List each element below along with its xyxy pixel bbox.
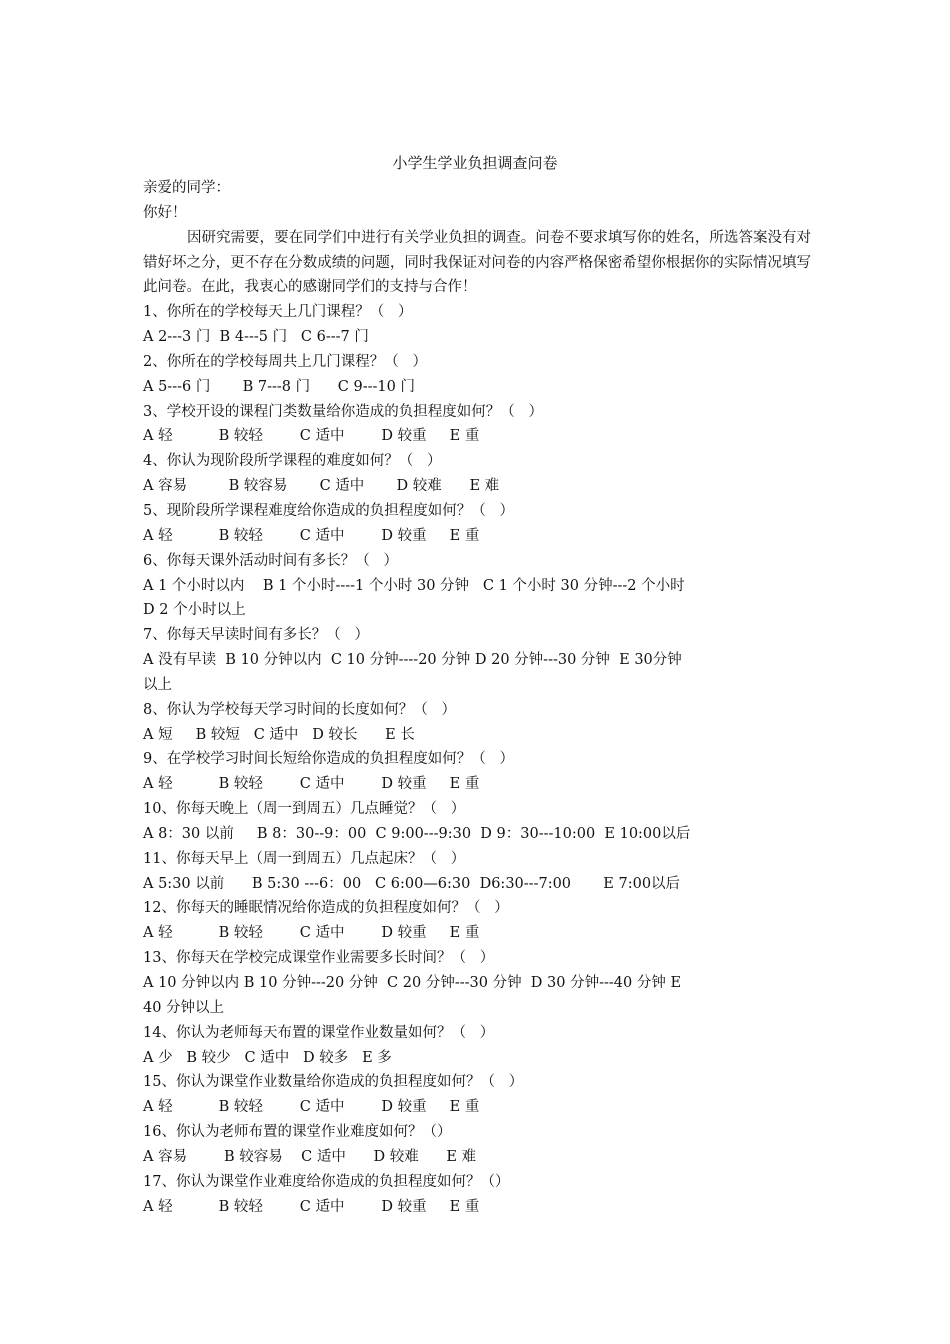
answer-options: A 容易 B 较容易 C 适中 D 较难 E 难 (143, 478, 500, 495)
question-text: 5、现阶段所学课程难度给你造成的负担程度如何？（ ） (143, 502, 515, 519)
answer-options: A 轻 B 较轻 C 适中 D 较重 E 重 (143, 776, 480, 793)
answer-options: A 轻 B 较轻 C 适中 D 较重 E 重 (143, 1198, 480, 1215)
answer-options: A 轻 B 较轻 C 适中 D 较重 E 重 (143, 527, 480, 544)
answer-options: A 没有早读 B 10 分钟以内 C 10 分钟----20 分钟 D 20 分钟---30 分钟 E 30分钟 (143, 652, 682, 669)
question-text: 16、你认为老师布置的课堂作业难度如何？（） (143, 1124, 452, 1141)
question-text: 4、你认为现阶段所学课程的难度如何？（ ） (143, 453, 442, 470)
answer-options: D 2 个小时以上 (143, 602, 246, 619)
answer-options: A 5---6 门 B 7---8 门 C 9---10 门 (143, 378, 415, 395)
hello-line: 你好！ (143, 204, 187, 221)
question-text: 11、你每天早上（周一到周五）几点起床？（ ） (143, 850, 466, 867)
question-text: 15、你认为课堂作业数量给你造成的负担程度如何？（ ） (143, 1074, 524, 1091)
question-text: 14、你认为老师每天布置的课堂作业数量如何？（ ） (143, 1024, 495, 1041)
document-body (143, 176, 811, 1219)
answer-options: A 轻 B 较轻 C 适中 D 较重 E 重 (143, 1099, 480, 1116)
question-text: 9、在学校学习时间长短给你造成的负担程度如何？（ ） (143, 751, 515, 768)
intro-paragraph: 因研究需要，要在同学们中进行有关学业负担的调查。问卷不要求填写你的姓名，所选答案没有对错好坏之分，更不存在分数成绩的问题，同时我保证对问卷的内容严格保密希望你根据你的实际情况填写此问卷。在此，我衷心的感谢同学们的支持与合作！ (143, 229, 811, 296)
answer-options: A 轻 B 较轻 C 适中 D 较重 E 重 (143, 925, 480, 942)
question-text: 3、学校开设的课程门类数量给你造成的负担程度如何？（ ） (143, 403, 544, 420)
question-text: 2、你所在的学校每周共上几门课程？（ ） (143, 353, 428, 370)
answer-options: A 8：30 以前 B 8：30--9：00 C 9:00---9:30 D 9：30---10:00 E 10:00以后 (143, 825, 691, 842)
document-title: 小学生学业负担调查问卷 (392, 154, 558, 172)
question-text: 13、你每天在学校完成课堂作业需要多长时间？（ ） (143, 950, 495, 967)
question-text: 1、你所在的学校每天上几门课程？（ ） (143, 304, 413, 321)
answer-options: A 短 B 较短 C 适中 D 较长 E 长 (143, 726, 415, 743)
question-text: 8、你认为学校每天学习时间的长度如何？（ ） (143, 701, 457, 718)
answer-options: 40 分钟以上 (143, 999, 225, 1016)
answer-options: A 2---3 门 B 4---5 门 C 6---7 门 (143, 329, 369, 346)
answer-options: A 轻 B 较轻 C 适中 D 较重 E 重 (143, 428, 480, 445)
answer-options: A 少 B 较少 C 适中 D 较多 E 多 (143, 1049, 392, 1066)
greeting: 亲爱的同学： (143, 180, 230, 196)
question-text: 17、你认为课堂作业难度给你造成的负担程度如何？（） (143, 1173, 510, 1190)
answer-options: A 1 个小时以内 B 1 个小时----1 个小时 30 分钟 C 1 个小时 30 分钟---2 个小时 (143, 577, 685, 594)
answer-options: A 5:30 以前 B 5:30 ---6：00 C 6:00—6:30 D6:30---7:00 E 7:00以后 (143, 875, 681, 892)
question-list (143, 300, 811, 1219)
question-text: 10、你每天晚上（周一到周五）几点睡觉？（ ） (143, 801, 466, 818)
answer-options: A 容易 B 较容易 C 适中 D 较难 E 难 (143, 1148, 477, 1165)
question-text: 6、你每天课外活动时间有多长？（ ） (143, 552, 399, 569)
answer-options: 以上 (143, 676, 172, 693)
question-text: 7、你每天早读时间有多长？（ ） (143, 627, 370, 644)
answer-options: A 10 分钟以内 B 10 分钟---20 分钟 C 20 分钟---30 分钟 D 30 分钟---40 分钟 E (143, 975, 682, 991)
question-text: 12、你每天的睡眠情况给你造成的负担程度如何？（ ） (143, 900, 509, 917)
